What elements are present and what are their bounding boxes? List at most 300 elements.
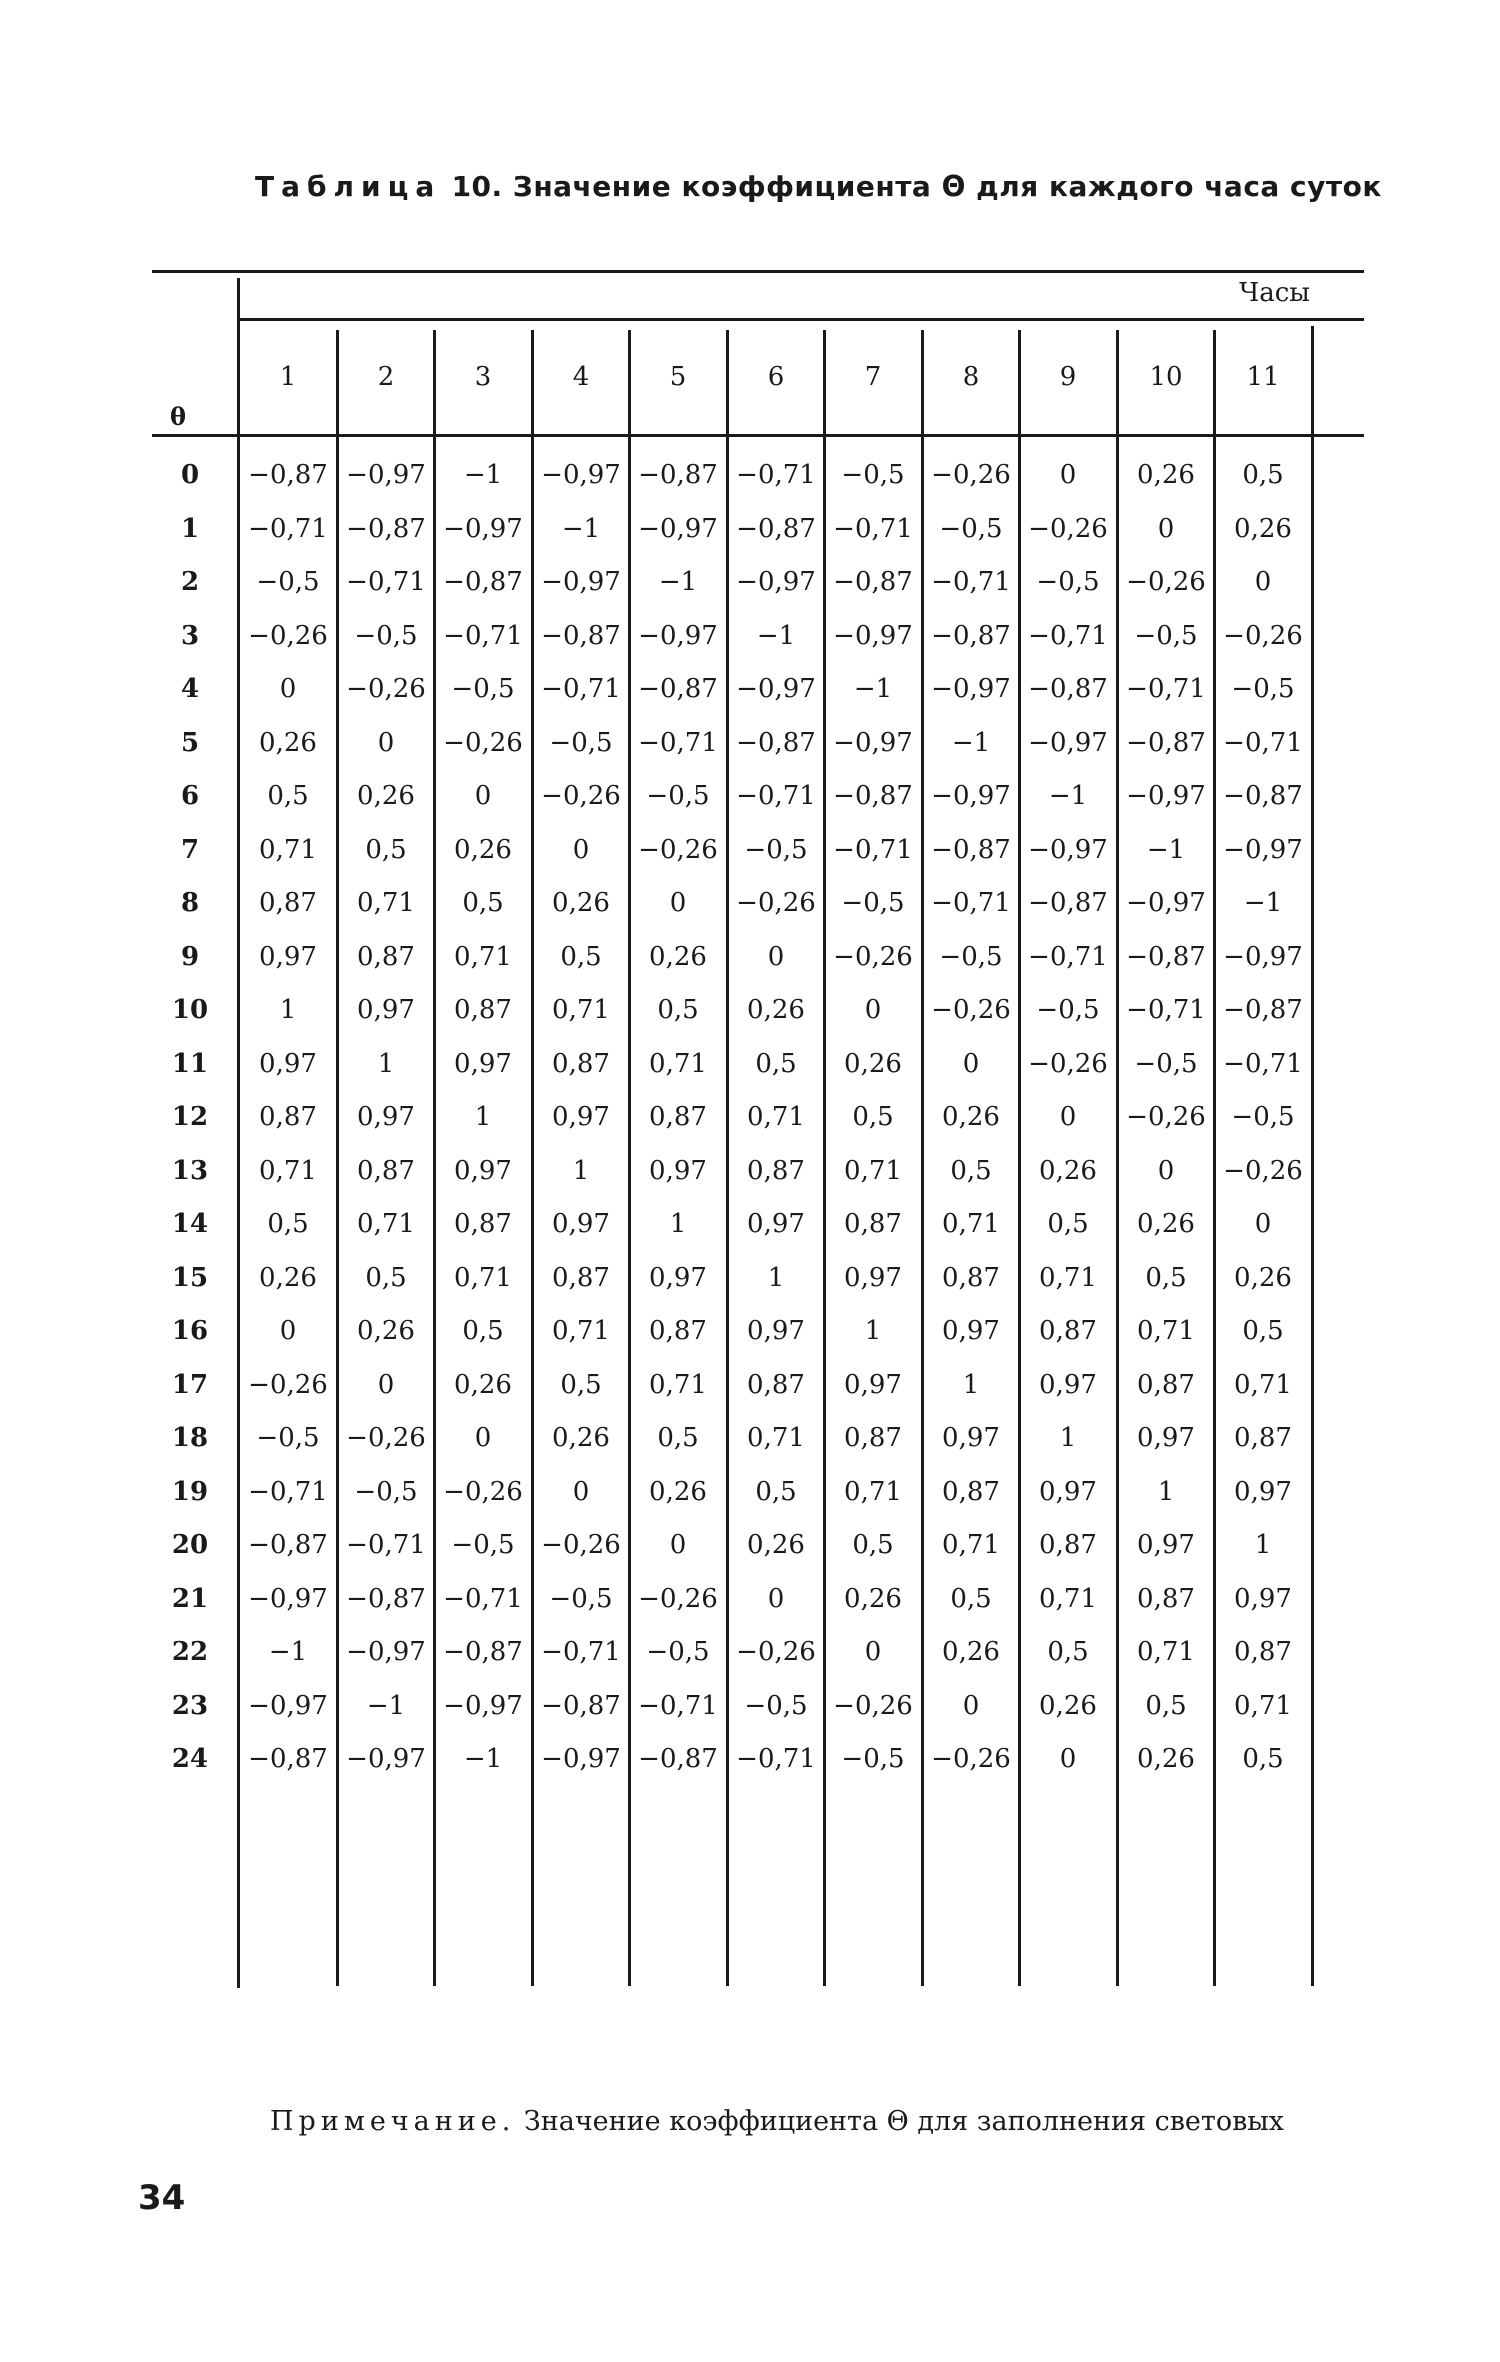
table-cell: −0,71	[541, 674, 621, 704]
table-cell: −1	[853, 674, 893, 704]
table-cell: −0,97	[346, 1637, 426, 1667]
table-cell: −0,87	[638, 1744, 718, 1774]
table-cell: −0,87	[833, 567, 913, 597]
table-cell: −1	[951, 728, 991, 758]
table-cell: 0,5	[462, 1316, 504, 1346]
table-cell: −1	[561, 514, 601, 544]
table-cell: 0	[669, 888, 687, 918]
table-cell: 0,5	[267, 1209, 309, 1239]
table-cell: −0,87	[346, 1584, 426, 1614]
table-cell: −0,97	[833, 728, 913, 758]
table-note	[270, 2106, 1284, 2137]
table-cell: 0,71	[844, 1477, 902, 1507]
table-cell: −0,97	[931, 674, 1011, 704]
table-cell: −0,87	[1126, 942, 1206, 972]
table-cell: −0,87	[638, 460, 718, 490]
theta-value: 0	[180, 460, 200, 490]
table-cell: −0,26	[931, 1744, 1011, 1774]
table-cell: −0,5	[1134, 621, 1198, 651]
table-cell: −0,71	[346, 567, 426, 597]
table-cell: 0,87	[1039, 1316, 1097, 1346]
table-cell: 0,87	[259, 888, 317, 918]
table-cell: 0,5	[950, 1584, 992, 1614]
table-cell: 1	[669, 1209, 687, 1239]
table-cell: 0,26	[1137, 460, 1195, 490]
table-cell: 0,71	[942, 1530, 1000, 1560]
hour-header: 8	[962, 362, 980, 392]
table-cell: −0,87	[1126, 728, 1206, 758]
table-cell: −0,71	[443, 621, 523, 651]
table-cell: 0,26	[942, 1102, 1000, 1132]
table-cell: 1	[1059, 1423, 1077, 1453]
table-cell: 0	[767, 942, 785, 972]
table-cell: 0,97	[552, 1102, 610, 1132]
table-cell: 0,71	[1234, 1370, 1292, 1400]
table-cell: 0,71	[259, 1156, 317, 1186]
table-cell: 0,5	[755, 1049, 797, 1079]
table-cell: 0,97	[259, 1049, 317, 1079]
table-cell: −0,5	[1231, 1102, 1295, 1132]
table-cell: 0,26	[357, 781, 415, 811]
table-cell: −0,71	[638, 1691, 718, 1721]
table-cell: −1	[1243, 888, 1283, 918]
table-cell: 0,26	[649, 1477, 707, 1507]
table-cell: −0,26	[1126, 1102, 1206, 1132]
table-cell: −0,97	[833, 621, 913, 651]
table-cell: 0,97	[1137, 1423, 1195, 1453]
table-cell: 0,97	[1234, 1584, 1292, 1614]
table-cell: 0,97	[747, 1316, 805, 1346]
table-cell: 0,26	[747, 1530, 805, 1560]
table-cell: 0,5	[1242, 460, 1284, 490]
table-cell: −0,97	[541, 460, 621, 490]
page-number: 34	[138, 2178, 186, 2218]
theta-value: 4	[180, 674, 200, 704]
table-cell: 0,5	[1145, 1263, 1187, 1293]
table-cell: 0,26	[552, 888, 610, 918]
theta-value: 23	[171, 1691, 209, 1721]
table-cell: −1	[756, 621, 796, 651]
table-cell: −0,97	[638, 514, 718, 544]
table-cell: −0,71	[541, 1637, 621, 1667]
table-cell: 0	[669, 1530, 687, 1560]
table-cell: 0,97	[942, 1316, 1000, 1346]
table-cell: 0,5	[1145, 1691, 1187, 1721]
table-cell: 0,26	[1039, 1691, 1097, 1721]
table-cell: 0,71	[259, 835, 317, 865]
table-cell: 1	[279, 995, 297, 1025]
table-cell: −0,71	[833, 514, 913, 544]
table-cell: 0,71	[552, 995, 610, 1025]
table-cell: 0,87	[1234, 1423, 1292, 1453]
table-cell: −0,87	[1028, 888, 1108, 918]
theta-value: 12	[171, 1102, 209, 1132]
table-cell: −0,26	[931, 995, 1011, 1025]
theta-value: 7	[180, 835, 200, 865]
theta-value: 3	[180, 621, 200, 651]
table-cell: −0,26	[443, 1477, 523, 1507]
table-cell: −0,87	[833, 781, 913, 811]
table-cell: 0	[1157, 1156, 1175, 1186]
table-cell: 0,97	[649, 1156, 707, 1186]
table-cell: 1	[572, 1156, 590, 1186]
table-cell: 0,5	[560, 1370, 602, 1400]
table-cell: 0	[962, 1049, 980, 1079]
table-cell: 0,26	[1039, 1156, 1097, 1186]
hour-header: 5	[669, 362, 687, 392]
table-cell: 0,97	[259, 942, 317, 972]
hour-header: 2	[377, 362, 395, 392]
table-cell: −0,26	[541, 781, 621, 811]
table-cell: −0,87	[1223, 781, 1303, 811]
table-cell: −0,26	[541, 1530, 621, 1560]
table-cell: −0,87	[541, 621, 621, 651]
table-cell: −0,71	[931, 888, 1011, 918]
table-cell: −0,71	[248, 514, 328, 544]
table-cell: 0,71	[649, 1370, 707, 1400]
table-cell: 0,97	[747, 1209, 805, 1239]
table-cell: 0,87	[747, 1370, 805, 1400]
table-cell: 0,87	[1039, 1530, 1097, 1560]
table-cell: 0,87	[1137, 1584, 1195, 1614]
table-cell: 0,26	[844, 1584, 902, 1614]
table-cell: 0,97	[1234, 1477, 1292, 1507]
table-cell: −0,97	[248, 1691, 328, 1721]
table-cell: −0,26	[443, 728, 523, 758]
table-cell: −0,97	[736, 567, 816, 597]
table-cell: −0,26	[638, 1584, 718, 1614]
table-cell: −0,97	[443, 514, 523, 544]
table-cell: 0,5	[1047, 1209, 1089, 1239]
table-cell: 0,97	[942, 1423, 1000, 1453]
table-cell: 0	[1254, 567, 1272, 597]
table-cell: −0,97	[1028, 728, 1108, 758]
table-cell: −0,87	[931, 835, 1011, 865]
table-cell: −0,71	[736, 781, 816, 811]
table-cell: 0	[279, 674, 297, 704]
table-cell: 0,87	[1234, 1637, 1292, 1667]
table-cell: 0,87	[747, 1156, 805, 1186]
table-cell: 0,26	[942, 1637, 1000, 1667]
table-cell: −0,87	[1028, 674, 1108, 704]
table-title	[255, 170, 1395, 203]
table-cell: −0,5	[1134, 1049, 1198, 1079]
table-cell: 0,87	[649, 1102, 707, 1132]
table-cell: −0,26	[931, 460, 1011, 490]
hour-header: 4	[572, 362, 590, 392]
table-cell: 0	[572, 1477, 590, 1507]
theta-value: 13	[171, 1156, 209, 1186]
table-cell: −0,26	[1028, 1049, 1108, 1079]
table-cell: −0,87	[736, 514, 816, 544]
table-cell: −0,97	[443, 1691, 523, 1721]
table-cell: 0,97	[357, 1102, 415, 1132]
table-cell: 0,87	[357, 1156, 415, 1186]
theta-value: 14	[171, 1209, 209, 1239]
table-cell: −0,5	[841, 460, 905, 490]
table-cell: −0,97	[1126, 781, 1206, 811]
table-cell: 0,26	[1137, 1209, 1195, 1239]
table-cell: 0,97	[1039, 1477, 1097, 1507]
table-cell: 0,5	[365, 835, 407, 865]
table-cell: −1	[1146, 835, 1186, 865]
table-cell: −0,26	[346, 1423, 426, 1453]
table-cell: 0,5	[1047, 1637, 1089, 1667]
table-cell: −0,71	[1126, 995, 1206, 1025]
theta-value: 8	[180, 888, 200, 918]
table-cell: 1	[962, 1370, 980, 1400]
table-cell: 0	[1157, 514, 1175, 544]
table-cell: −0,97	[248, 1584, 328, 1614]
table-cell: −0,5	[354, 1477, 418, 1507]
note-text: Значение коэффициента Θ для заполнения световых	[523, 2106, 1284, 2137]
table-cell: 0	[864, 1637, 882, 1667]
table-cell: 0	[377, 1370, 395, 1400]
theta-value: 9	[180, 942, 200, 972]
table-cell: 0,26	[1137, 1744, 1195, 1774]
table-cell: −0,5	[1036, 995, 1100, 1025]
table-cell: −0,87	[443, 567, 523, 597]
table-cell: 0,97	[357, 995, 415, 1025]
theta-value: 10	[171, 995, 209, 1025]
table-cell: −0,5	[646, 1637, 710, 1667]
hours-group-header: Часы	[1239, 278, 1310, 308]
theta-value: 17	[171, 1370, 209, 1400]
table-cell: 1	[864, 1316, 882, 1346]
table-cell: −0,5	[549, 728, 613, 758]
table-cell: −0,5	[841, 888, 905, 918]
table-cell: −0,71	[833, 835, 913, 865]
table-cell: 0,5	[755, 1477, 797, 1507]
table-cell: −0,71	[1223, 1049, 1303, 1079]
table-title-text: 10. Значение коэффициента Θ для каждого часа суток	[451, 170, 1382, 203]
table-cell: 0	[1059, 1102, 1077, 1132]
table-cell: −0,26	[833, 1691, 913, 1721]
table-cell: 0	[1254, 1209, 1272, 1239]
theta-value: 18	[171, 1423, 209, 1453]
table-cell: 0,97	[552, 1209, 610, 1239]
table-cell: 0,97	[454, 1049, 512, 1079]
theta-value: 22	[171, 1637, 209, 1667]
table-cell: −0,87	[248, 1744, 328, 1774]
table-cell: 0	[767, 1584, 785, 1614]
table-cell: 0,97	[454, 1156, 512, 1186]
table-cell: −1	[268, 1637, 308, 1667]
hour-header: 9	[1059, 362, 1077, 392]
table-cell: −0,26	[346, 674, 426, 704]
theta-value: 24	[171, 1744, 209, 1774]
table-cell: 0,71	[1137, 1637, 1195, 1667]
hour-header: 11	[1246, 362, 1280, 392]
table-cell: −0,71	[1223, 728, 1303, 758]
table-cell: −0,87	[1223, 995, 1303, 1025]
table-cell: 1	[1254, 1530, 1272, 1560]
table-cell: 0,26	[649, 942, 707, 972]
table-cell: −0,26	[1223, 621, 1303, 651]
theta-value: 15	[171, 1263, 209, 1293]
table-cell: 0,87	[552, 1049, 610, 1079]
table-cell: 0	[474, 1423, 492, 1453]
table-cell: 0,71	[454, 942, 512, 972]
table-cell: −0,97	[1028, 835, 1108, 865]
table-cell: −0,5	[1231, 674, 1295, 704]
table-cell: −0,5	[549, 1584, 613, 1614]
table-cell: 0	[377, 728, 395, 758]
table-cell: −0,26	[736, 888, 816, 918]
table-cell: 0,71	[747, 1423, 805, 1453]
table-cell: 0,5	[657, 1423, 699, 1453]
table-cell: −0,26	[736, 1637, 816, 1667]
theta-value: 6	[180, 781, 200, 811]
theta-value: 20	[171, 1530, 209, 1560]
table-cell: −0,87	[443, 1637, 523, 1667]
table-cell: 0,87	[844, 1209, 902, 1239]
table-cell: 0,26	[1234, 514, 1292, 544]
hour-header: 6	[767, 362, 785, 392]
table-cell: 0,26	[454, 835, 512, 865]
table-cell: −0,71	[736, 1744, 816, 1774]
note-label: Примечание.	[270, 2106, 516, 2137]
table-cell: −0,71	[1126, 674, 1206, 704]
table-cell: −0,5	[451, 674, 515, 704]
table-cell: 1	[767, 1263, 785, 1293]
table-cell: 0	[572, 835, 590, 865]
table-cell: 0,71	[844, 1156, 902, 1186]
table-cell: 0,87	[357, 942, 415, 972]
table-cell: −0,87	[736, 728, 816, 758]
theta-value: 19	[171, 1477, 209, 1507]
table-top-rule	[152, 270, 1364, 273]
table-cell: 0,87	[844, 1423, 902, 1453]
header-bottom-rule	[152, 434, 1364, 437]
theta-column-header: θ	[170, 402, 187, 431]
table-cell: −0,97	[1223, 942, 1303, 972]
table-cell: −0,71	[1028, 621, 1108, 651]
table-cell: −0,97	[541, 1744, 621, 1774]
group-header-rule	[238, 318, 1364, 321]
table-cell: −0,97	[736, 674, 816, 704]
table-cell: −0,97	[931, 781, 1011, 811]
table-cell: −0,5	[744, 1691, 808, 1721]
table-cell: −0,5	[939, 942, 1003, 972]
table-cell: −0,26	[638, 835, 718, 865]
table-cell: −0,97	[346, 1744, 426, 1774]
table-cell: 0,26	[844, 1049, 902, 1079]
table-cell: 0,71	[1039, 1263, 1097, 1293]
table-cell: −1	[463, 1744, 503, 1774]
table-cell: −1	[463, 460, 503, 490]
table-cell: −0,87	[931, 621, 1011, 651]
table-cell: 0,5	[852, 1530, 894, 1560]
theta-value: 16	[171, 1316, 209, 1346]
table-cell: 0,26	[454, 1370, 512, 1400]
table-cell: 0	[279, 1316, 297, 1346]
table-cell: −0,87	[346, 514, 426, 544]
table-cell: 0,5	[1242, 1316, 1284, 1346]
table-cell: 0,5	[462, 888, 504, 918]
table-cell: 0,87	[454, 995, 512, 1025]
hour-header: 7	[864, 362, 882, 392]
table-cell: 0,26	[552, 1423, 610, 1453]
table-cell: 0,87	[942, 1477, 1000, 1507]
table-cell: −0,5	[1036, 567, 1100, 597]
table-cell: −0,87	[638, 674, 718, 704]
table-title-label: Таблица	[255, 170, 442, 203]
table-cell: 0,5	[1242, 1744, 1284, 1774]
table-cell: 1	[377, 1049, 395, 1079]
table-cell: −0,97	[541, 567, 621, 597]
table-cell: −0,71	[443, 1584, 523, 1614]
table-cell: 0,5	[852, 1102, 894, 1132]
table-cell: −0,97	[346, 460, 426, 490]
table-cell: 0,87	[649, 1316, 707, 1346]
table-cell: −0,5	[354, 621, 418, 651]
table-cell: −0,71	[248, 1477, 328, 1507]
table-cell: −0,26	[833, 942, 913, 972]
table-cell: −0,71	[346, 1530, 426, 1560]
table-cell: −0,87	[248, 1530, 328, 1560]
table-cell: −0,26	[248, 621, 328, 651]
table-cell: 0,71	[747, 1102, 805, 1132]
table-cell: 0	[1059, 460, 1077, 490]
theta-value: 5	[180, 728, 200, 758]
table-cell: −0,71	[1028, 942, 1108, 972]
table-cell: 0	[864, 995, 882, 1025]
table-cell: 0,71	[1039, 1584, 1097, 1614]
table-cell: 0,71	[357, 888, 415, 918]
table-cell: 0,5	[950, 1156, 992, 1186]
table-cell: 0,97	[649, 1263, 707, 1293]
table-cell: 0,87	[259, 1102, 317, 1132]
table-cell: 0,71	[357, 1209, 415, 1239]
table-cell: −0,71	[931, 567, 1011, 597]
table-cell: 0,5	[267, 781, 309, 811]
table-cell: −0,97	[1223, 835, 1303, 865]
theta-value: 21	[171, 1584, 209, 1614]
table-cell: 0,26	[259, 1263, 317, 1293]
table-cell: 0,26	[259, 728, 317, 758]
table-cell: 0,5	[560, 942, 602, 972]
table-cell: 1	[474, 1102, 492, 1132]
theta-value: 2	[180, 567, 200, 597]
table-cell: −0,5	[744, 835, 808, 865]
table-cell: −0,97	[638, 621, 718, 651]
table-cell: 0,71	[454, 1263, 512, 1293]
hour-header: 1	[279, 362, 297, 392]
table-cell: 0,87	[942, 1263, 1000, 1293]
table-cell: −0,26	[248, 1370, 328, 1400]
table-cell: −0,5	[256, 1423, 320, 1453]
column-rule	[1311, 326, 1314, 1986]
table-cell: −0,87	[248, 460, 328, 490]
table-cell: 0,87	[1137, 1370, 1195, 1400]
table-cell: −1	[658, 567, 698, 597]
table-cell: 0,5	[657, 995, 699, 1025]
table-cell: −0,71	[638, 728, 718, 758]
table-cell: −1	[366, 1691, 406, 1721]
table-cell: 0,97	[844, 1263, 902, 1293]
table-cell: 0	[962, 1691, 980, 1721]
table-cell: 0,97	[1137, 1530, 1195, 1560]
table-cell: 0,97	[1039, 1370, 1097, 1400]
hour-header: 3	[474, 362, 492, 392]
table-cell: 0,5	[365, 1263, 407, 1293]
table-cell: −0,97	[1126, 888, 1206, 918]
table-cell: 0,26	[357, 1316, 415, 1346]
table-cell: 0,71	[1234, 1691, 1292, 1721]
table-cell: 0,97	[844, 1370, 902, 1400]
table-cell: 0,26	[1234, 1263, 1292, 1293]
